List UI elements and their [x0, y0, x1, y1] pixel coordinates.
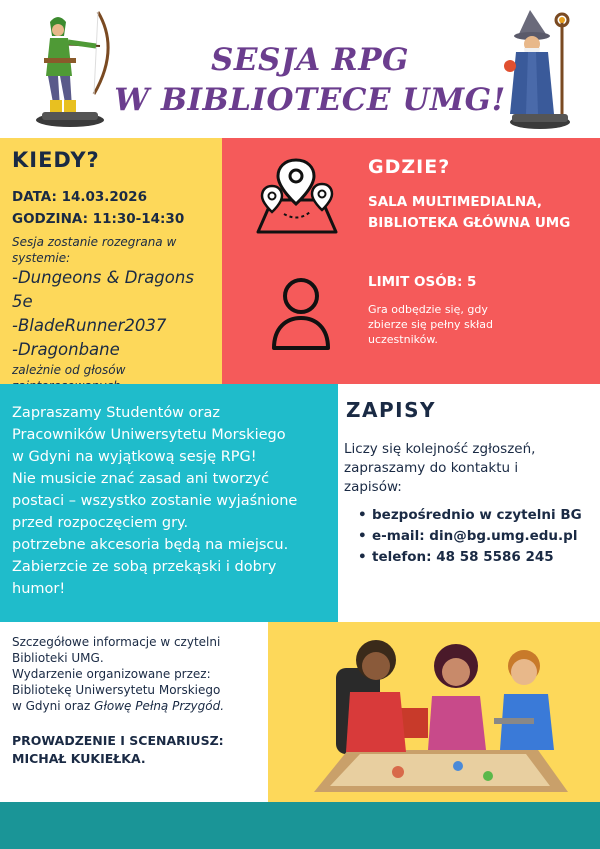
info-line-2: Biblioteki UMG.: [12, 651, 104, 665]
info-line-3: Wydarzenie organizowane przez:: [12, 667, 211, 681]
participant-limit: LIMIT OSÓB: 5: [368, 274, 477, 290]
title-line-2: W BIBLIOTECE UMG!: [114, 82, 506, 118]
info-line-5: [12, 698, 260, 714]
system-intro-line-2: systemie:: [12, 251, 71, 265]
where-heading: GDZIE?: [368, 156, 451, 178]
user-icon: [270, 276, 332, 350]
game-master: [12, 732, 260, 768]
invite-line: w Gdyni na wyjątkową sesję RPG!: [12, 449, 257, 465]
signup-text-line-3: zapisów:: [344, 479, 402, 495]
game-item: -Dungeons & Dragons 5e: [12, 268, 194, 311]
invite-line: przed rozpoczęciem gry.: [12, 515, 189, 531]
game-master-label: PROWADZENIE I SCENARIUSZ:: [12, 733, 224, 748]
system-intro-line-1: Sesja zostanie rozegrana w: [12, 235, 177, 249]
wizard-figure-icon: [500, 6, 580, 130]
players-illustration-panel: [268, 622, 600, 802]
map-pins-icon: [254, 156, 340, 238]
venue: [368, 192, 570, 234]
limit-note-line-3: uczestników.: [368, 333, 438, 346]
title-line-1: SESJA RPG: [211, 42, 409, 78]
signup-in-person: • bezpośrednio w czytelni BG: [358, 505, 594, 526]
signup-text-line-2: zapraszamy do kontaktu i: [344, 460, 519, 476]
game-master-name: MICHAŁ KUKIEŁKA.: [12, 751, 146, 766]
game-item: -Dragonbane: [12, 340, 120, 359]
invite-line: humor!: [12, 581, 66, 597]
system-intro: [12, 234, 212, 266]
invite-line: Nie musicie znać zasad ani tworzyć: [12, 471, 270, 487]
venue-line-2: BIBLIOTEKA GŁÓWNA UMG: [368, 215, 571, 231]
venue-line-1: SALA MULTIMEDIALNA,: [368, 194, 542, 210]
date-time: [12, 186, 212, 230]
players-illustration-icon: [268, 622, 600, 802]
invite-line: postaci – wszystko zostanie wyjaśnione: [12, 493, 298, 509]
invite-line: Pracowników Uniwersytetu Morskiego: [12, 427, 286, 443]
signup-phone[interactable]: • telefon: 48 58 5586 245: [358, 547, 594, 568]
invite-line: potrzebne akcesoria będą na miejscu.: [12, 537, 289, 553]
event-title: [110, 40, 510, 120]
info-line-4: Bibliotekę Uniwersytetu Morskiego: [12, 683, 221, 697]
invite-line: Zabierzcie ze sobą przekąski i dobry: [12, 559, 277, 575]
invitation-text: [0, 384, 338, 622]
when-heading: KIEDY?: [12, 148, 100, 172]
limit-note-line-1: Gra odbędzie się, gdy: [368, 303, 488, 316]
limit-note: [368, 302, 548, 347]
invite-line: Zapraszamy Studentów oraz: [12, 405, 220, 421]
signup-text: [344, 440, 594, 497]
info-line-5-plain: w Gdyni oraz: [12, 699, 95, 713]
event-time: GODZINA: 11:30-14:30: [12, 211, 185, 227]
when-section: [0, 138, 222, 384]
vote-note-line-1: zależnie od głosów: [12, 363, 126, 377]
signup-text-line-1: Liczy się kolejność zgłoszeń,: [344, 441, 536, 457]
limit-note-line-2: zbierze się pełny skład: [368, 318, 493, 331]
info-line-1: Szczegółowe informacje w czytelni: [12, 635, 221, 649]
archer-figure-icon: [28, 4, 118, 128]
where-section: [222, 138, 600, 384]
games-list: [12, 266, 212, 362]
footer-bar: [0, 802, 600, 849]
header: [0, 0, 600, 138]
signup-email[interactable]: • e-mail: din@bg.umg.edu.pl: [358, 526, 594, 547]
signup-methods: [344, 505, 594, 568]
game-item: -BladeRunner2037: [12, 316, 167, 335]
organizer-info: [0, 622, 268, 802]
info-line-5-italic: Głowę Pełną Przygód.: [94, 699, 225, 713]
event-date: DATA: 14.03.2026: [12, 189, 147, 205]
signup-heading: ZAPISY: [346, 398, 436, 422]
signup-section: [338, 384, 600, 622]
